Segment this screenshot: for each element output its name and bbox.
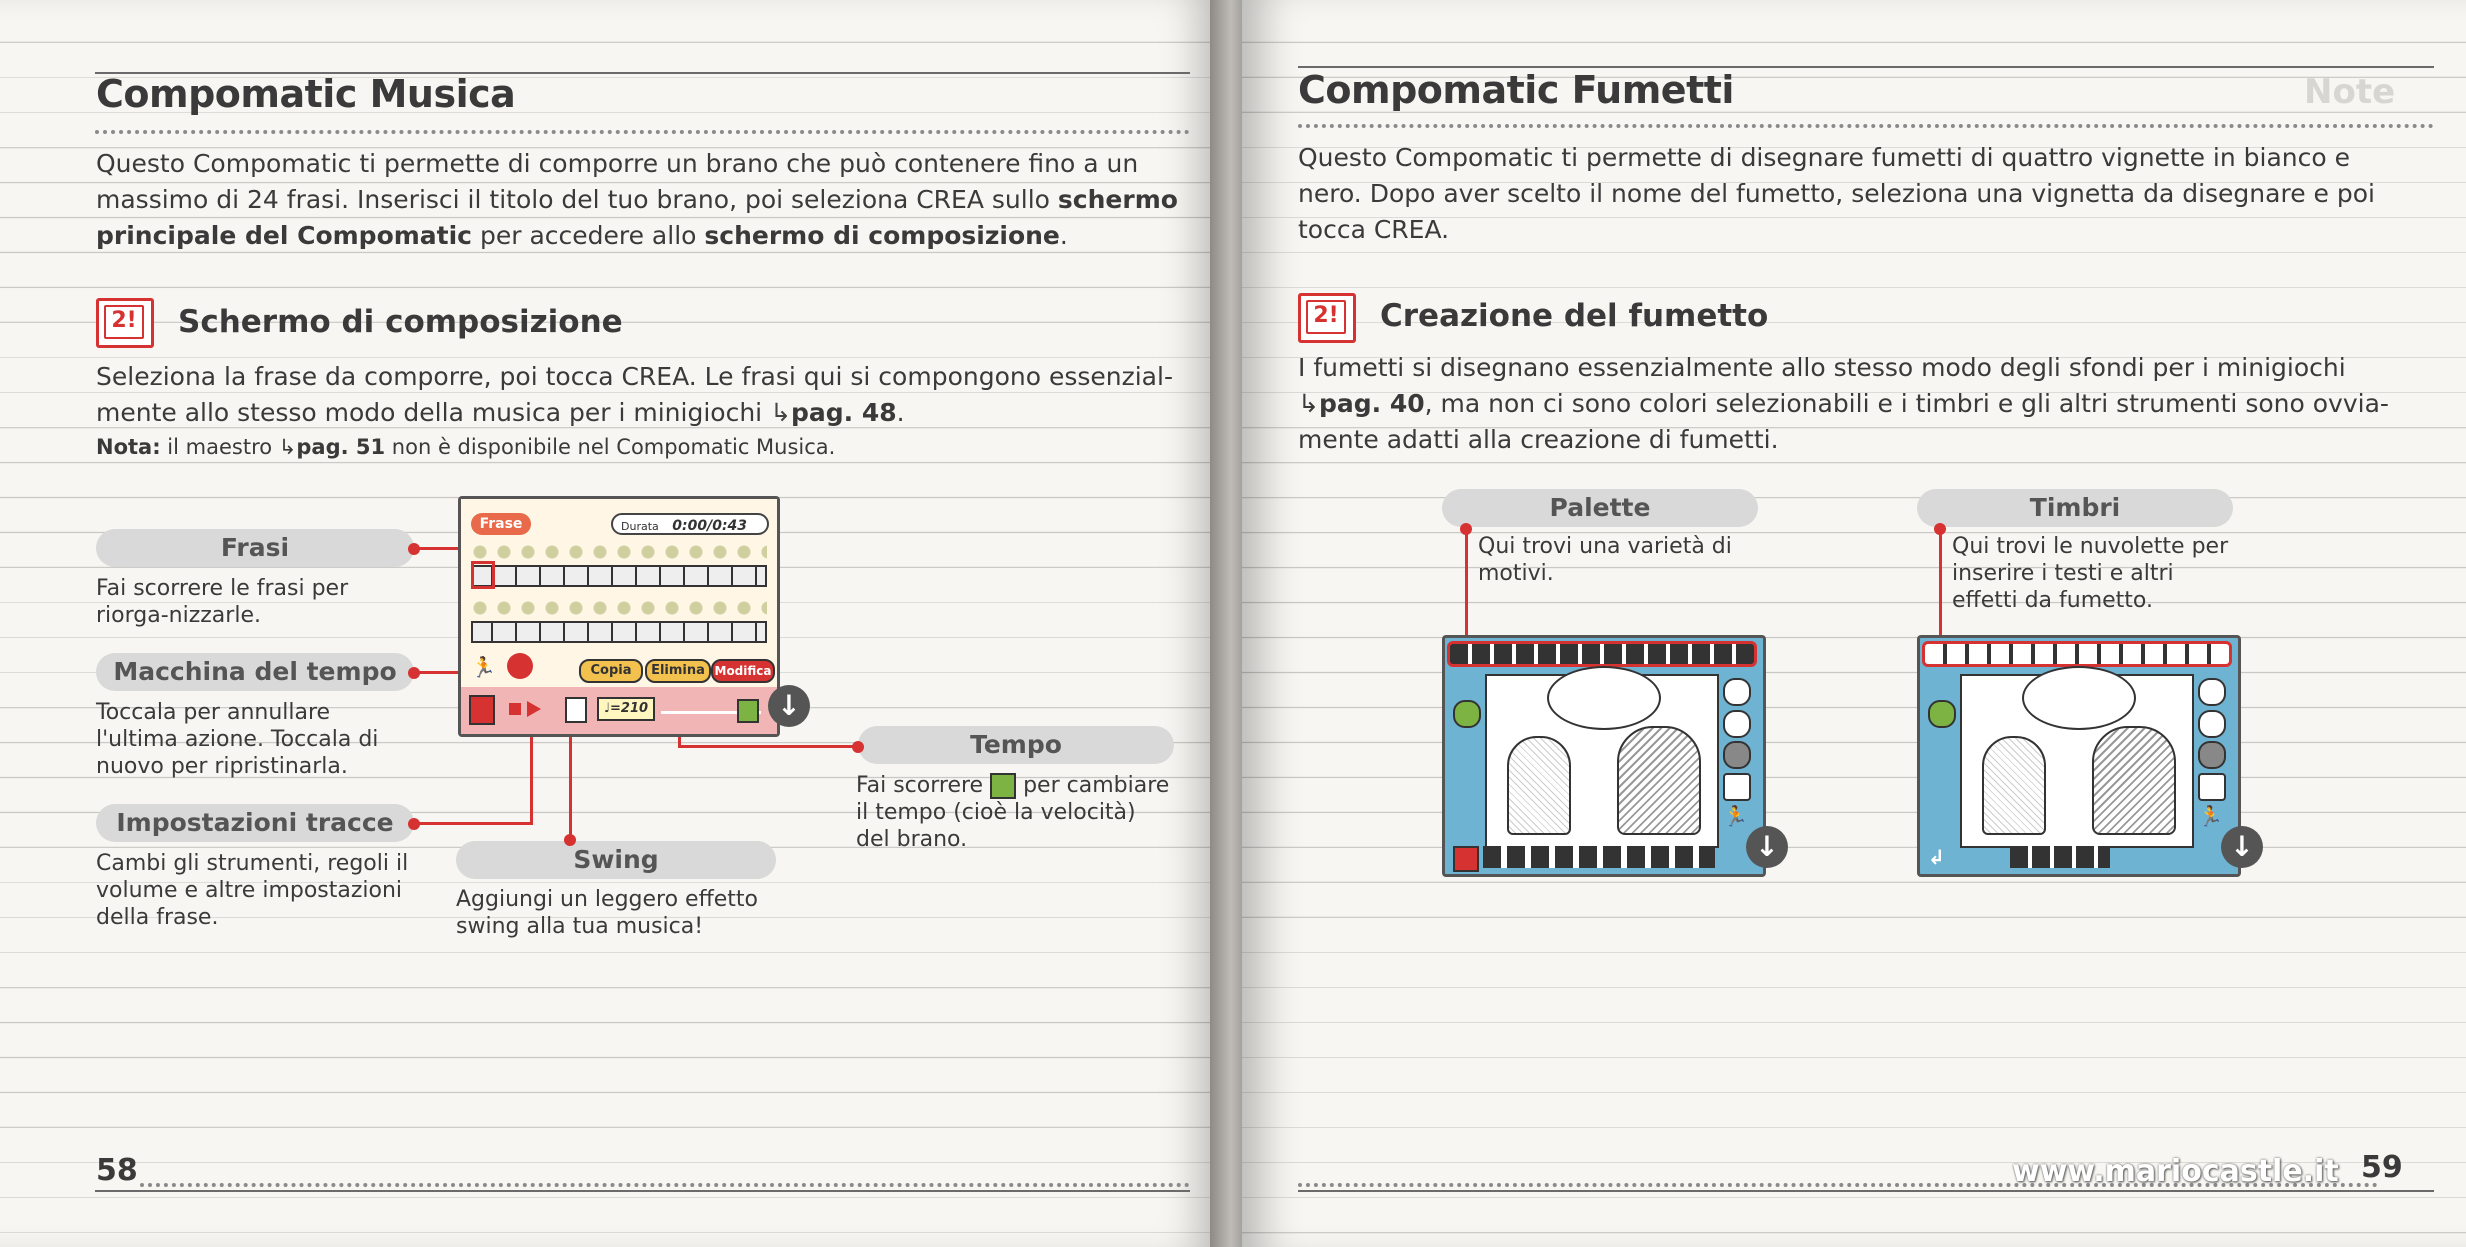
section-title: Creazione del fumetto bbox=[1380, 298, 1769, 334]
composition-screenshot bbox=[458, 496, 780, 737]
frase-tab: Frase bbox=[471, 513, 531, 535]
modify-button[interactable]: Modifica bbox=[711, 659, 775, 683]
faded-header: Note bbox=[2304, 72, 2396, 112]
time-machine-button[interactable] bbox=[507, 653, 533, 679]
note-line: Nota: il maestro ↳pag. 51 non è disponibile nel Compomatic Musica. bbox=[96, 435, 836, 459]
intro-line-2: nero. Dopo aver scelto il nome del fumetto, seleziona una vignetta da disegnare e poi bbox=[1298, 179, 2375, 208]
character-head-icon[interactable] bbox=[1453, 700, 1481, 728]
wario-character-icon bbox=[1617, 726, 1701, 835]
frasi-label: Frasi bbox=[96, 529, 414, 567]
section-title: Schermo di composizione bbox=[178, 304, 623, 340]
section-line-3: mente adatti alla creazione di fumetti. bbox=[1298, 425, 1779, 454]
tool-bar[interactable] bbox=[1483, 846, 1715, 868]
track-settings-icon[interactable] bbox=[469, 695, 495, 725]
section-line-1: Seleziona la frase da comporre, poi tocca CREA. Le frasi qui si compongono essenzial- bbox=[96, 362, 1173, 391]
girl-character-icon bbox=[1507, 736, 1571, 835]
pattern-palette-bar[interactable] bbox=[1447, 641, 1757, 667]
footer-dotted-rule bbox=[140, 1183, 1190, 1187]
palette-screenshot bbox=[1442, 635, 1766, 877]
palette-label: Palette bbox=[1442, 489, 1758, 527]
right-page bbox=[1242, 0, 2466, 1247]
stamps-screenshot bbox=[1917, 635, 2241, 877]
page-number: 58 bbox=[96, 1153, 138, 1188]
phrase-row-2[interactable] bbox=[471, 621, 767, 643]
back-icon[interactable] bbox=[1453, 846, 1479, 872]
frasi-desc: Fai scorrere le frasi per riorga-nizzarle. bbox=[96, 576, 349, 628]
section-paragraph bbox=[96, 359, 1206, 431]
section-line-2: ↳pag. 40, ma non ci sono colori selezionabili e i timbri e gli altri strumenti sono ovvia- bbox=[1298, 389, 2389, 418]
scroll-down-icon[interactable]: ↓ bbox=[768, 685, 810, 727]
eraser-icon[interactable] bbox=[1723, 741, 1751, 769]
intro-line-2: massimo di 24 frasi. Inserisci il titolo del tuo brano, poi seleziona CREA sullo schermo bbox=[96, 185, 1178, 214]
tool-column bbox=[2198, 678, 2224, 828]
phrase-row-1[interactable] bbox=[471, 565, 767, 587]
footer-rule bbox=[95, 1190, 1190, 1192]
page-ref-arrow-icon: ↳ bbox=[278, 435, 297, 459]
copy-button[interactable]: Copia bbox=[579, 659, 643, 683]
duration-box: Durata 0:00/0:43 bbox=[611, 513, 769, 535]
title-dotted-rule bbox=[1298, 124, 2434, 128]
play-icon[interactable] bbox=[527, 701, 541, 717]
swing-icon[interactable] bbox=[565, 697, 587, 723]
scroll-down-icon[interactable]: ↓ bbox=[2221, 826, 2263, 868]
swing-desc: Aggiungi un leggero effetto swing alla tua musica! bbox=[456, 887, 758, 939]
title-dotted-rule bbox=[95, 130, 1190, 134]
tempo-slider-handle[interactable] bbox=[737, 699, 759, 723]
girl-character-icon bbox=[1982, 736, 2046, 835]
timbri-label: Timbri bbox=[1917, 489, 2233, 527]
page-number: 59 bbox=[2361, 1150, 2403, 1185]
swing-label: Swing bbox=[456, 841, 776, 879]
macchina-desc: Toccala per annullare l'ultima azione. Toccala di nuovo per ripristinarla. bbox=[96, 700, 379, 779]
intro-line-1: Questo Compomatic ti permette di comporre un brano che può contenere fino a un bbox=[96, 149, 1139, 178]
stamps-bar[interactable] bbox=[1922, 641, 2232, 667]
phrase-row-1-markers bbox=[471, 543, 767, 561]
undo-figure-icon[interactable]: 🏃 bbox=[471, 655, 496, 679]
intro-line-1: Questo Compomatic ti permette di disegnare fumetti di quattro vignette in bianco e bbox=[1298, 143, 2350, 172]
speech-bubble-icon bbox=[1547, 666, 1661, 730]
tempo-connector bbox=[678, 745, 856, 748]
scroll-down-icon[interactable]: ↓ bbox=[1746, 826, 1788, 868]
page-title: Compomatic Fumetti bbox=[1298, 68, 1734, 112]
return-icon[interactable]: ↲ bbox=[1928, 845, 1945, 869]
comic-panel[interactable] bbox=[1485, 674, 1719, 848]
grid-icon[interactable] bbox=[1723, 773, 1751, 801]
section-paragraph bbox=[1298, 350, 2448, 458]
pen-size-icon[interactable] bbox=[1723, 710, 1751, 738]
tempo-slider-icon bbox=[990, 773, 1016, 799]
section-line-1: I fumetti si disegnano essenzialmente allo stesso modo degli sfondi per i minigiochi bbox=[1298, 353, 2346, 382]
intro-paragraph bbox=[1298, 140, 2438, 248]
stamp-category-bar[interactable] bbox=[2010, 846, 2110, 868]
comic-panel[interactable] bbox=[1960, 674, 2194, 848]
page-title: Compomatic Musica bbox=[96, 72, 516, 116]
stop-icon[interactable] bbox=[509, 703, 521, 715]
watermark: www.mariocastle.it bbox=[2012, 1154, 2339, 1189]
tempo-label: Tempo bbox=[858, 726, 1174, 764]
impostazioni-desc: Cambi gli strumenti, regoli il volume e altre impostazioni della frase. bbox=[96, 851, 409, 930]
impostazioni-label: Impostazioni tracce bbox=[96, 804, 414, 842]
impostazioni-connector bbox=[414, 822, 532, 825]
tempo-value: ♩=210 bbox=[597, 697, 655, 721]
grid-icon[interactable] bbox=[2198, 773, 2226, 801]
character-head-icon[interactable] bbox=[1928, 700, 1956, 728]
zoom-icon[interactable] bbox=[2198, 678, 2226, 706]
footer-rule bbox=[1298, 1190, 2434, 1192]
tool-column bbox=[1723, 678, 1749, 828]
page-ref-arrow-icon: ↳ bbox=[770, 398, 792, 427]
selected-phrase-marker bbox=[471, 561, 495, 589]
section-line-2: mente allo stesso modo della musica per i minigiochi ↳pag. 48. bbox=[96, 398, 905, 427]
page-ref-arrow-icon: ↳ bbox=[1298, 389, 1319, 418]
phrase-row-2-markers bbox=[471, 599, 767, 617]
figure-icon[interactable]: 🏃 bbox=[2198, 804, 2223, 828]
intro-paragraph bbox=[96, 146, 1206, 254]
section-icon: 2! bbox=[1298, 293, 1356, 343]
eraser-icon[interactable] bbox=[2198, 741, 2226, 769]
left-page bbox=[0, 0, 1220, 1247]
speech-bubble-icon bbox=[2022, 666, 2136, 730]
section-icon: 2! bbox=[96, 298, 154, 348]
palette-desc: Qui trovi una varietà di motivi. bbox=[1478, 534, 1732, 586]
figure-icon[interactable]: 🏃 bbox=[1723, 804, 1748, 828]
macchina-label: Macchina del tempo bbox=[96, 653, 414, 691]
timbri-desc: Qui trovi le nuvolette per inserire i testi e altri effetti da fumetto. bbox=[1952, 534, 2229, 613]
intro-line-3: tocca CREA. bbox=[1298, 215, 1450, 244]
pen-size-icon[interactable] bbox=[2198, 710, 2226, 738]
wario-character-icon bbox=[2092, 726, 2176, 835]
intro-line-3: principale del Compomatic per accedere allo schermo di composizione. bbox=[96, 221, 1068, 250]
delete-button[interactable]: Elimina bbox=[645, 659, 711, 683]
tempo-desc: Fai scorrere per cambiare il tempo (cioè la velocità) del brano. bbox=[856, 773, 1170, 852]
zoom-icon[interactable] bbox=[1723, 678, 1751, 706]
